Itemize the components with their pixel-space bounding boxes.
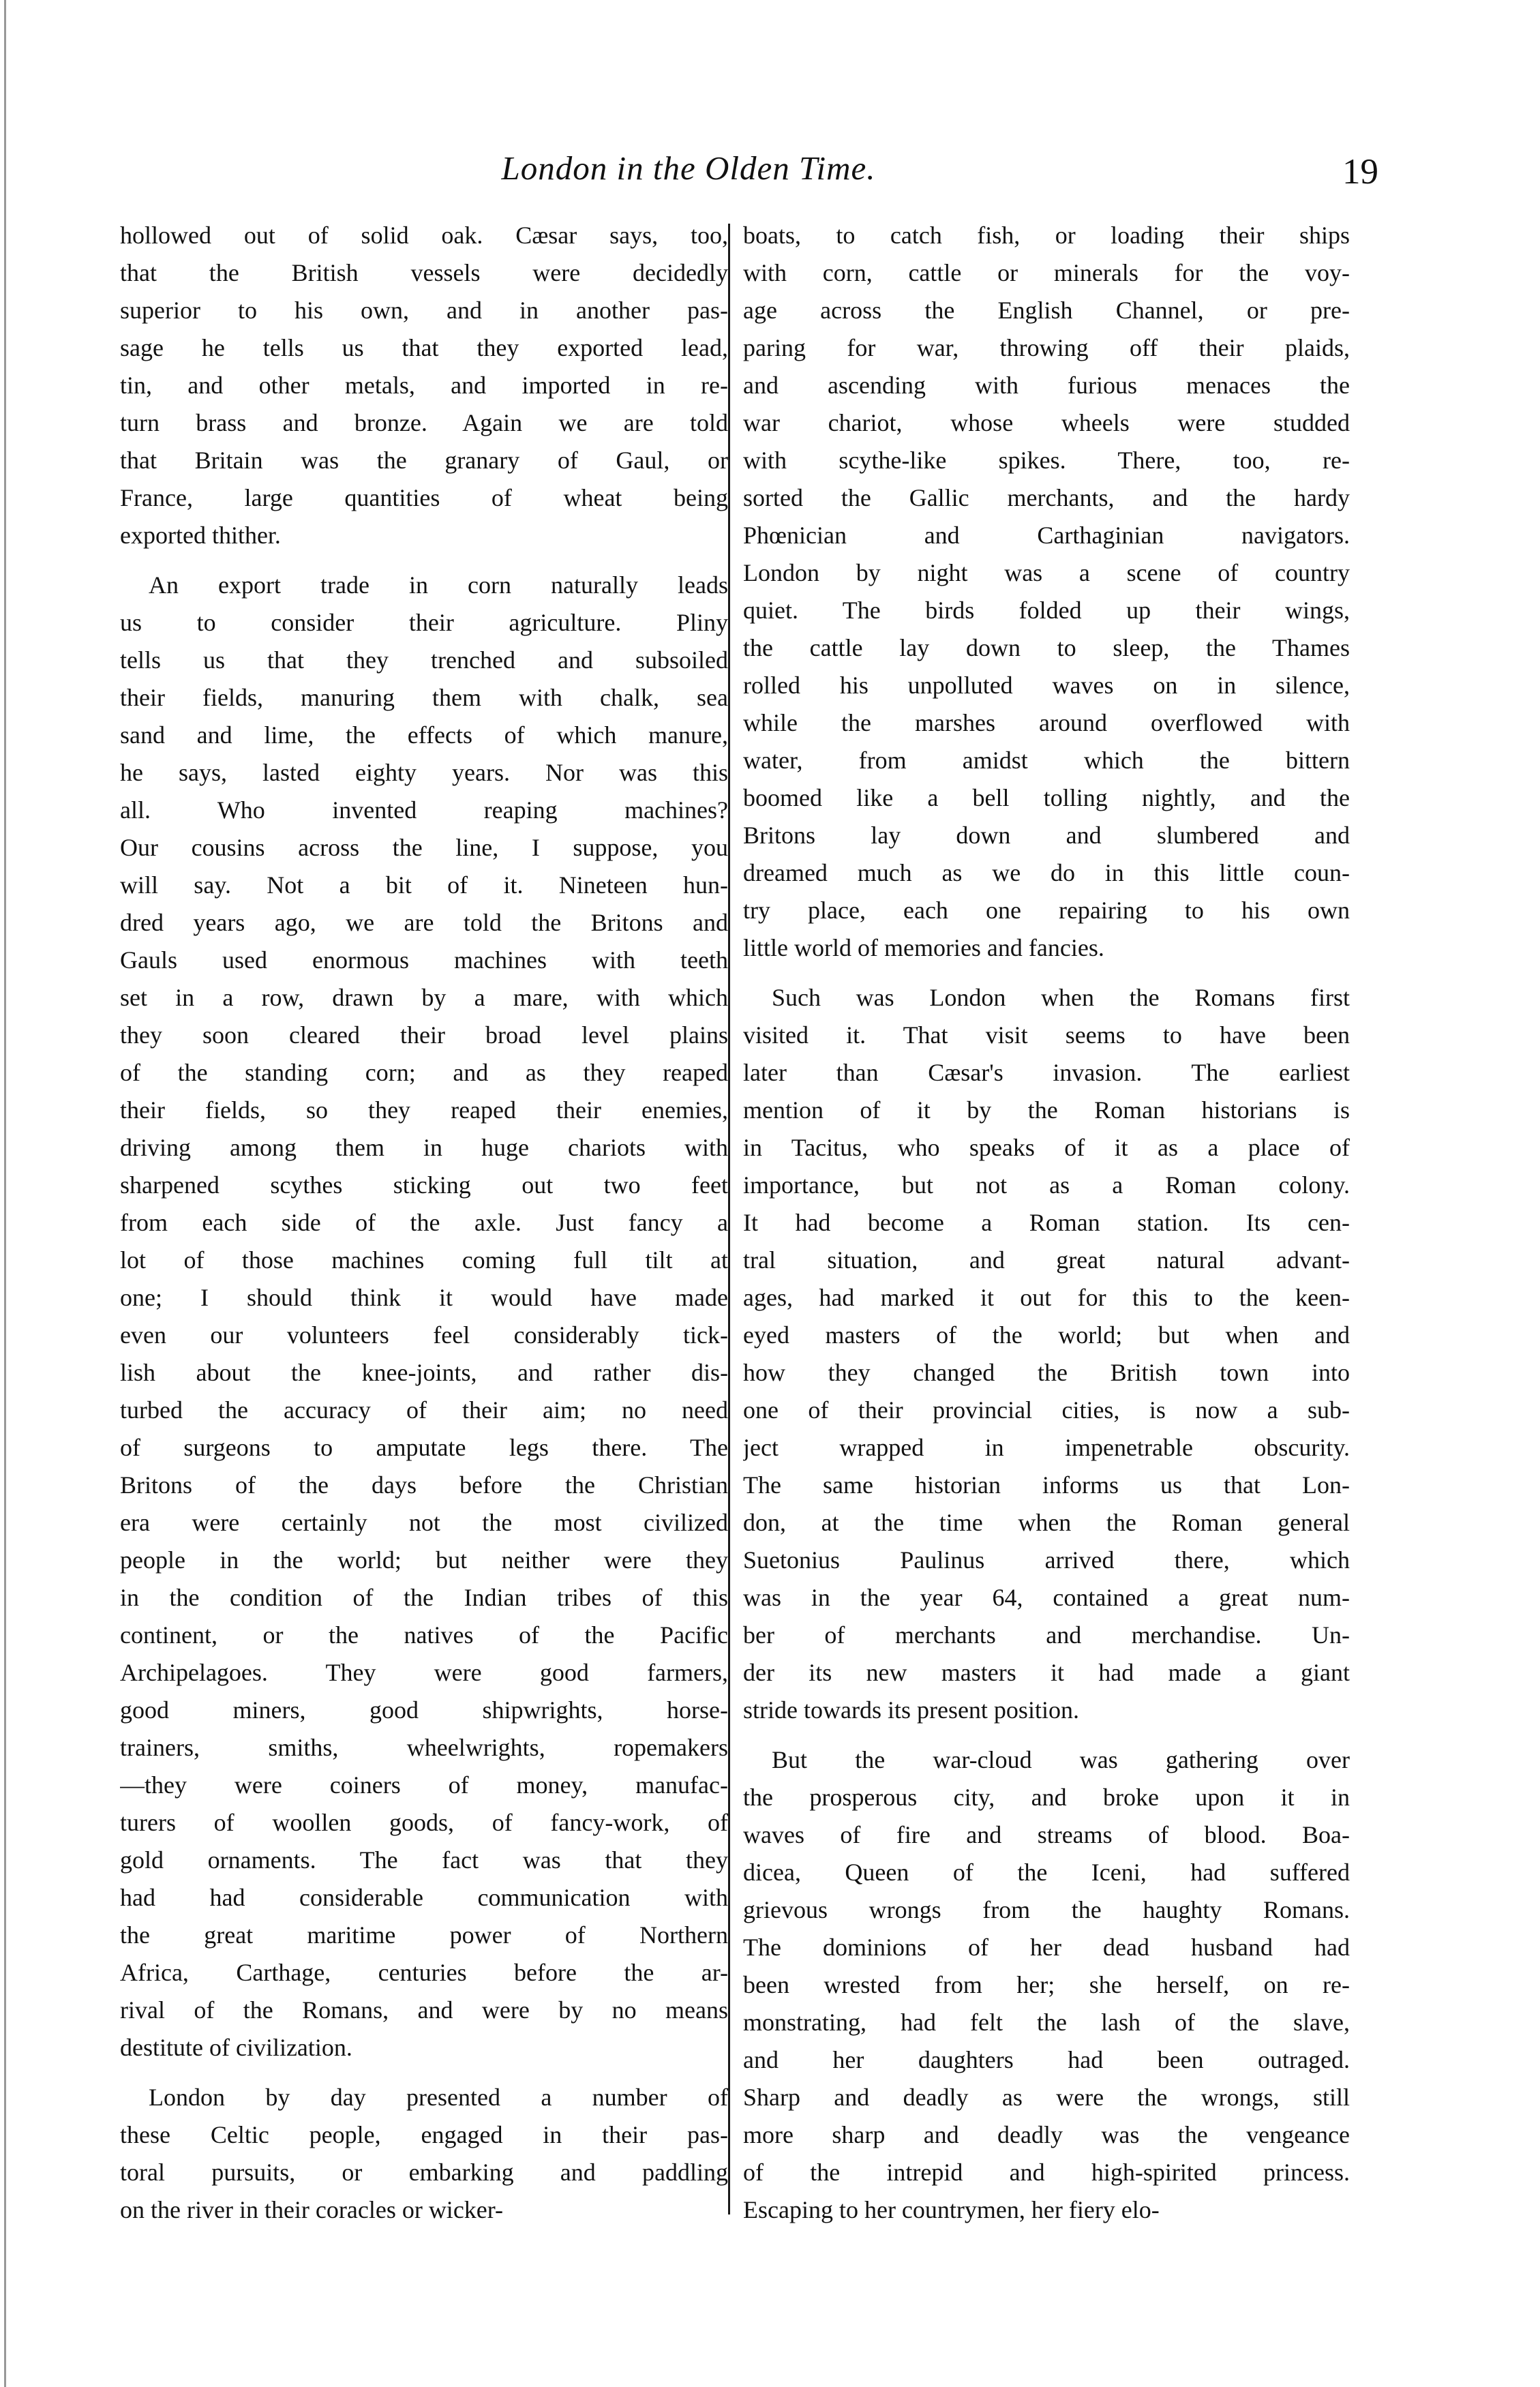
text-line: mention of it by the Roman historians is (743, 1096, 1350, 1124)
text-line: Archipelagoes. They were good farmers, (120, 1659, 728, 1686)
text-line: era were certainly not the most civilized (120, 1509, 728, 1536)
text-line: tells us that they trenched and subsoiled (120, 646, 728, 674)
text-line: lish about the knee-joints, and rather dis- (120, 1359, 728, 1386)
paragraph (120, 217, 728, 554)
text-line: superior to his own, and in another pas- (120, 297, 728, 324)
paragraph (743, 979, 1350, 1729)
text-line: rolled his unpolluted waves on in silence, (743, 672, 1350, 699)
text-line: It had become a Roman station. Its cen- (743, 1209, 1350, 1236)
text-line: had had considerable communication with (120, 1884, 728, 1911)
text-line: stride towards its present position. (743, 1696, 1079, 1724)
text-line: Britons lay down and slumbered and (743, 822, 1350, 849)
text-line: The dominions of her dead husband had (743, 1934, 1350, 1961)
text-line: turbed the accuracy of their aim; no need (120, 1396, 728, 1424)
text-line: try place, each one repairing to his own (743, 897, 1350, 924)
text-line: age across the English Channel, or pre- (743, 297, 1350, 324)
text-line: war chariot, whose wheels were studded (743, 409, 1350, 436)
paragraph (120, 2079, 728, 2229)
text-line: with corn, cattle or minerals for the voy- (743, 259, 1350, 286)
text-line: their fields, manuring them with chalk, sea (120, 684, 728, 711)
text-line: turn brass and bronze. Again we are told (120, 409, 728, 436)
paragraph (120, 567, 728, 2067)
text-line: sharpened scythes sticking out two feet (120, 1171, 728, 1199)
text-line: set in a row, drawn by a mare, with which (120, 984, 728, 1011)
text-line: turers of woollen goods, of fancy-work, of (120, 1809, 728, 1836)
text-line: tin, and other metals, and imported in re- (120, 372, 728, 399)
text-line: ages, had marked it out for this to the keen- (743, 1284, 1350, 1311)
paragraph-gap (743, 1729, 1350, 1741)
text-line: Our cousins across the line, I suppose, you (120, 834, 728, 861)
text-line: while the marshes around overflowed with (743, 709, 1350, 736)
text-line: Escaping to her countrymen, her fiery elo- (743, 2196, 1160, 2223)
text-line: of surgeons to amputate legs there. The (120, 1434, 728, 1461)
text-line: will say. Not a bit of it. Nineteen hun- (120, 871, 728, 899)
text-line: don, at the time when the Roman general (743, 1509, 1350, 1536)
text-line: London by night was a scene of country (743, 559, 1350, 586)
text-line: these Celtic people, engaged in their pas- (120, 2121, 728, 2148)
text-line: An export trade in corn naturally leads (149, 571, 728, 599)
text-line: driving among them in huge chariots with (120, 1134, 728, 1161)
text-line: later than Cæsar's invasion. The earliest (743, 1059, 1350, 1086)
text-line: ber of merchants and merchandise. Un- (743, 1621, 1350, 1649)
text-line: sorted the Gallic merchants, and the hardy (743, 484, 1350, 511)
text-line: all. Who invented reaping machines? (120, 796, 728, 824)
binding-edge (4, 0, 6, 2387)
text-line: continent, or the natives of the Pacific (120, 1621, 728, 1649)
text-line: good miners, good shipwrights, horse- (120, 1696, 728, 1724)
text-line: on the river in their coracles or wicker- (120, 2196, 504, 2223)
text-line: —they were coiners of money, manufac- (120, 1771, 728, 1799)
left-text-column (120, 217, 728, 2229)
text-line: Such was London when the Romans first (772, 984, 1350, 1011)
text-line: us to consider their agriculture. Pliny (120, 609, 728, 636)
text-line: little world of memories and fancies. (743, 934, 1104, 961)
text-line: and ascending with furious menaces the (743, 372, 1350, 399)
text-line: grievous wrongs from the haughty Romans. (743, 1896, 1350, 1923)
text-line: one; I should think it would have made (120, 1284, 728, 1311)
text-line: more sharp and deadly was the vengeance (743, 2121, 1350, 2148)
text-line: even our volunteers feel considerably tick- (120, 1321, 728, 1349)
text-line: sage he tells us that they exported lead, (120, 334, 728, 361)
text-line: London by day presented a number of (149, 2084, 728, 2111)
text-line: gold ornaments. The fact was that they (120, 1846, 728, 1874)
text-line: he says, lasted eighty years. Nor was this (120, 759, 728, 786)
text-line: quiet. The birds folded up their wings, (743, 597, 1350, 624)
text-line: paring for war, throwing off their plaids, (743, 334, 1350, 361)
text-line: tral situation, and great natural advant- (743, 1246, 1350, 1274)
text-line: exported thither. (120, 522, 281, 549)
text-line: toral pursuits, or embarking and paddling (120, 2159, 728, 2186)
paragraph-gap (120, 2067, 728, 2079)
text-line: trainers, smiths, wheelwrights, ropemakers (120, 1734, 728, 1761)
text-line: Britons of the days before the Christian (120, 1471, 728, 1499)
text-line: in the condition of the Indian tribes of this (120, 1584, 728, 1611)
text-line: The same historian informs us that Lon- (743, 1471, 1350, 1499)
text-line: dreamed much as we do in this little coun- (743, 859, 1350, 886)
text-line: in Tacitus, who speaks of it as a place of (743, 1134, 1350, 1161)
text-line: Phœnician and Carthaginian navigators. (743, 522, 1350, 549)
running-title: London in the Olden Time. (501, 149, 876, 187)
text-line: But the war-cloud was gathering over (772, 1746, 1350, 1773)
text-line: of the standing corn; and as they reaped (120, 1059, 728, 1086)
text-line: Africa, Carthage, centuries before the ar- (120, 1959, 728, 1986)
text-line: their fields, so they reaped their enemies, (120, 1096, 728, 1124)
text-line: hollowed out of solid oak. Cæsar says, too, (120, 222, 728, 249)
text-line: people in the world; but neither were they (120, 1546, 728, 1574)
text-line: rival of the Romans, and were by no means (120, 1996, 728, 2024)
text-line: sand and lime, the effects of which manure, (120, 721, 728, 749)
text-line: lot of those machines coming full tilt at (120, 1246, 728, 1274)
text-line: they soon cleared their broad level plains (120, 1021, 728, 1049)
text-line: the cattle lay down to sleep, the Thames (743, 634, 1350, 661)
text-line: boomed like a bell tolling nightly, and the (743, 784, 1350, 811)
text-line: was in the year 64, contained a great num- (743, 1584, 1350, 1611)
text-line: dicea, Queen of the Iceni, had suffered (743, 1859, 1350, 1886)
text-line: dred years ago, we are told the Britons and (120, 909, 728, 936)
text-line: monstrating, had felt the lash of the slave, (743, 2009, 1350, 2036)
text-line: boats, to catch fish, or loading their ships (743, 222, 1350, 249)
text-line: with scythe-like spikes. There, too, re- (743, 447, 1350, 474)
text-line: and her daughters had been outraged. (743, 2046, 1350, 2073)
text-line: been wrested from her; she herself, on re- (743, 1971, 1350, 1998)
text-line: France, large quantities of wheat being (120, 484, 728, 511)
text-line: Suetonius Paulinus arrived there, which (743, 1546, 1350, 1574)
text-line: Gauls used enormous machines with teeth (120, 946, 728, 974)
paragraph-gap (120, 554, 728, 567)
text-line: the prosperous city, and broke upon it in (743, 1784, 1350, 1811)
text-line: Sharp and deadly as were the wrongs, still (743, 2084, 1350, 2111)
text-line: importance, but not as a Roman colony. (743, 1171, 1350, 1199)
text-line: of the intrepid and high-spirited princess. (743, 2159, 1350, 2186)
text-line: water, from amidst which the bittern (743, 747, 1350, 774)
column-divider (728, 224, 730, 2215)
text-line: waves of fire and streams of blood. Boa- (743, 1821, 1350, 1848)
text-line: destitute of civilization. (120, 2034, 352, 2061)
text-line: that Britain was the granary of Gaul, or (120, 447, 728, 474)
page-number: 19 (1342, 152, 1378, 192)
paragraph (743, 217, 1350, 967)
text-line: that the British vessels were decidedly (120, 259, 728, 286)
text-line: ject wrapped in impenetrable obscurity. (743, 1434, 1350, 1461)
text-line: der its new masters it had made a giant (743, 1659, 1350, 1686)
text-line: how they changed the British town into (743, 1359, 1350, 1386)
text-line: from each side of the axle. Just fancy a (120, 1209, 728, 1236)
text-line: the great maritime power of Northern (120, 1921, 728, 1949)
text-line: eyed masters of the world; but when and (743, 1321, 1350, 1349)
text-line: visited it. That visit seems to have been (743, 1021, 1350, 1049)
paragraph-gap (743, 967, 1350, 979)
text-line: one of their provincial cities, is now a sub- (743, 1396, 1350, 1424)
paragraph (743, 1741, 1350, 2229)
right-text-column (743, 217, 1350, 2229)
